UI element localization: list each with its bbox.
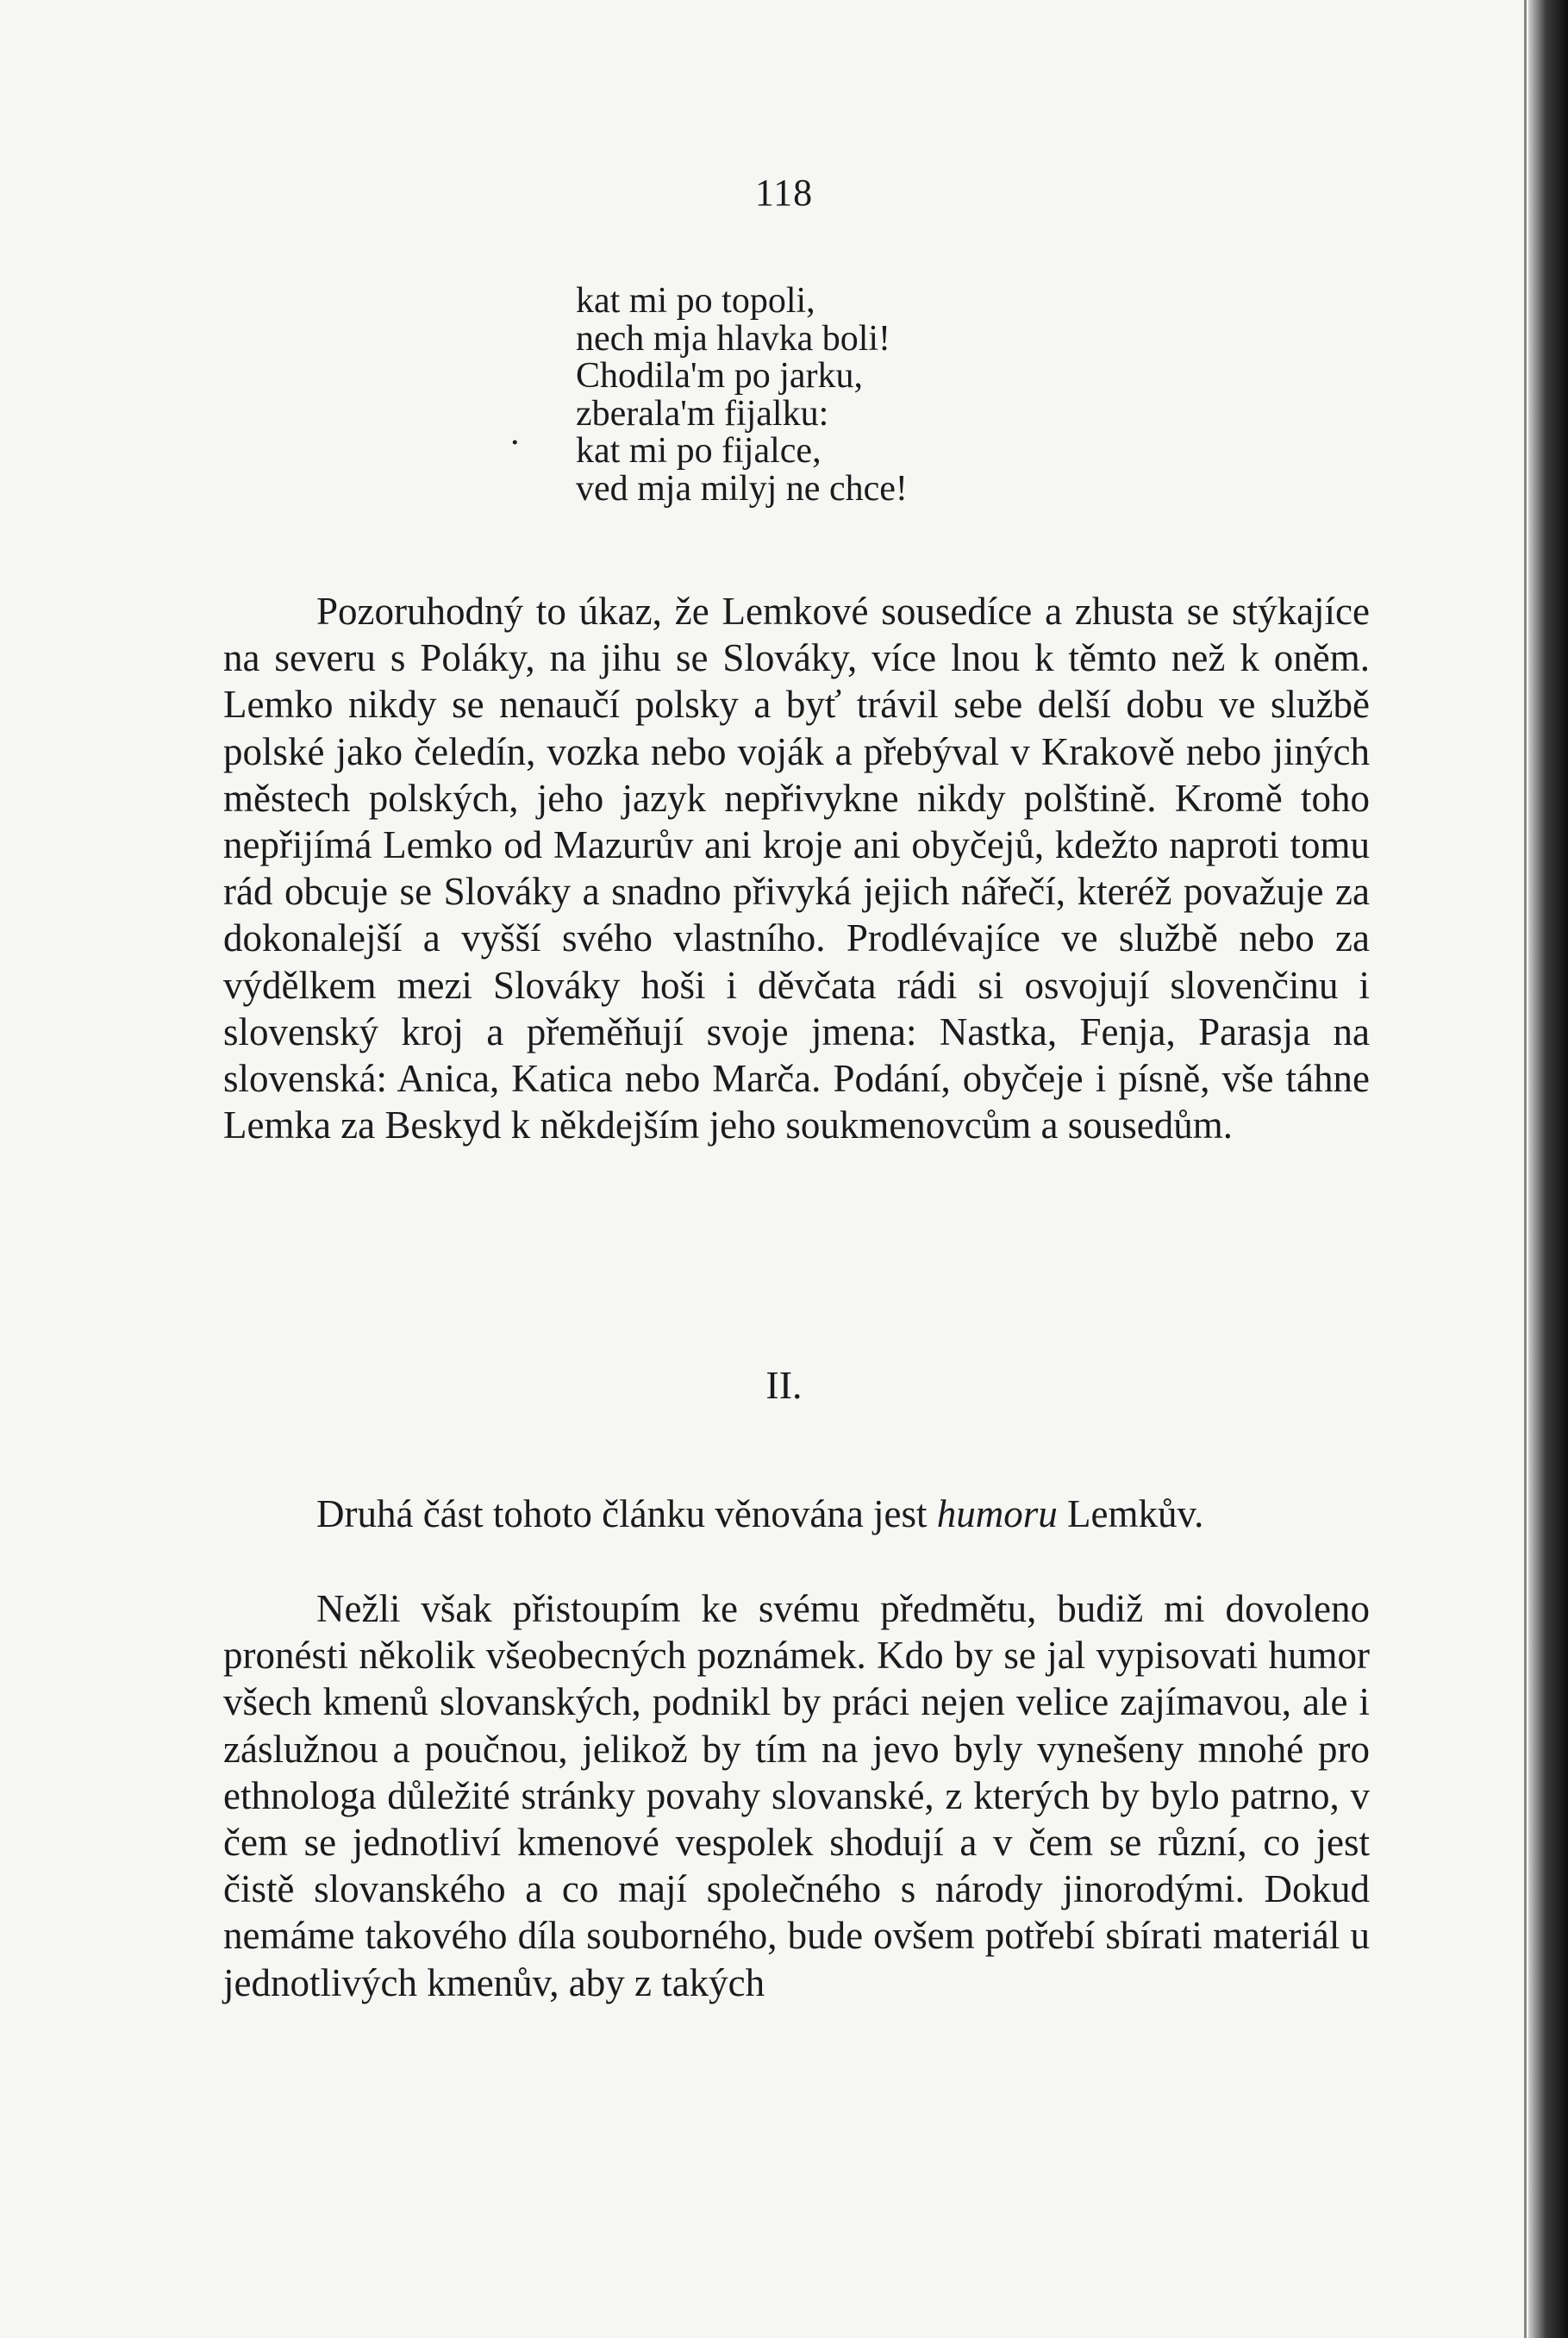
paragraph-humor-remarks: Nežli však přistoupím ke svému předmětu, budiž mi dovoleno pronésti několik všeobecných poznámek. Kdo by se jal vypisovati humor všech kmenů slovanských, podnikl by práci nejen velice zajímavou, ale i záslužnou a poučnou, jelikož by tím na jevo byly vynešeny mnohé pro ethnologa důležité stránky povahy slovanské, z kterých by bylo patrno, v čem se jednotliví kmenové vespolek shodují a v čem se různí, co jest čistě slovanského a co mají společného s národy jinorodými. Dokud nemáme takového díla souborného, bude ovšem potřebí sbírati materiál u jednotlivých kmenův, aby z takých (223, 1587, 1370, 2004)
poem-verse: zberala'm fijalku: (576, 393, 829, 434)
poem-verse: kat mi po topoli, (576, 281, 815, 321)
paragraph-text: Druhá část tohoto článku věnována jest (316, 1492, 928, 1535)
poem-verse: nech mja hlavka boli! (576, 318, 891, 359)
page-number: 118 (754, 172, 814, 214)
section-heading: II. (765, 1363, 803, 1407)
poem-verse: Chodila'm po jarku, (576, 356, 864, 396)
margin-mark: . (510, 413, 520, 453)
scan-binding-edge (1528, 0, 1568, 2338)
page-edge-shadow (1524, 0, 1527, 2338)
paragraph-section-intro (223, 1491, 1370, 1537)
italic-term: humoru (936, 1492, 1058, 1535)
poem-verses (576, 283, 908, 508)
paragraph-text: Lemkův. (1067, 1492, 1204, 1535)
poem-verse: kat mi po fijalce, (576, 431, 821, 471)
poem-verse: ved mja milyj ne chce! (576, 468, 908, 509)
paragraph-lemko-neighbors: Pozoruhodný to úkaz, že Lemkové sousedíce a zhusta se stýkajíce na severu s Poláky, na jihu se Slováky, více lnou k těmto než k oněm. Lemko nikdy se nenaučí polsky a byť trávil sebe delší dobu ve službě polské jako čeledín, vozka nebo voják a přebýval v Krakově nebo jiných městech polských, jeho jazyk nepřivykne nikdy polštině. Kromě toho nepřijímá Lemko od Mazurův ani kroje ani obyčejů, kdežto naproti tomu rád obcuje se Slováky a snadno přivyká jejich nářečí, kteréž považuje za dokonalejší a vyšší svého vlastního. Prodlévajíce ve službě nebo za výdělkem mezi Slováky hoši i děvčata rádi si osvojují slovenčinu i slovenský kroj a přeměňují svoje jmena: Nastka, Fenja, Parasja na slovenská: Anica, Katica nebo Marča. Podání, obyčeje i písně, vše táhne Lemka za Beskyd k někdejším jeho soukmenovcům a sousedům. (223, 590, 1370, 1147)
